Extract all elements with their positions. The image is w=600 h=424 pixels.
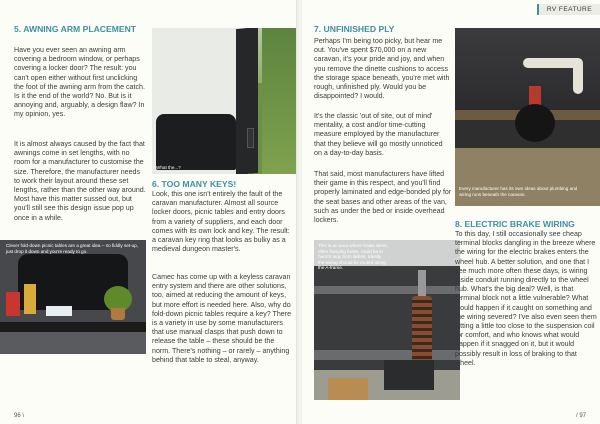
section-6-para-1: Look, this one isn't entirely the fault of the caravan manufacturer. Almost all source locker doors, picnic tables and entry doors from a variety of suppliers, and each door comes with its own lock and key. The result: a caravan key ring that looks as bulky as a medieval dungeon master's. <box>152 190 290 254</box>
section-5-para-2: It is almost always caused by the fact that awnings come in set lengths, with no room for a manufacturer to customise the size. Therefore, the manufacturer needs to work their layout around these set lengths, rather than the other way around. Most have this matter sussed out, but you'll still see this design issue pop up once in a while. <box>14 140 146 222</box>
section-7-para-2: It's the classic 'out of site, out of mind' mentality, a cost and/or time-cutting measure employed by the manufacturer that they believe will go mostly unnoticed on a day-to-day basis. <box>314 112 443 157</box>
picnic-table-caption: Clever fold-down picnic tables are a great idea – no fiddly set-up, just drop it down and you're ready to go. <box>6 243 139 254</box>
left-page <box>0 0 298 424</box>
caravan-door-photo <box>152 28 298 174</box>
section-6-para-2: Camec has come up with a keyless caravan entry system and there are other solutions, too, aimed at reducing the amount of keys, but more effort is needed here. Also, why do fold-down picnic tables require a key? There is a variety in use by some manufacturers that use manual clasps that push down to release the table – these should be the norm. There's nothing – or rarely – anything behind that table to steal, anyway. <box>152 273 292 364</box>
section-7-heading: 7. UNFINISHED PLY <box>314 24 395 34</box>
page-number-left: 96 \ <box>14 413 25 419</box>
section-7-para-3: That said, most manufacturers have lifted their game in this respect, and you'll find properly laminated and edge-bonded ply for the seat bases and other areas of the van, such as under the bed or inside overhead lockers. <box>314 170 452 225</box>
section-6-heading: 6. TOO MANY KEYS! <box>152 179 237 189</box>
right-page <box>302 0 600 424</box>
underbody-caption: This is an area where brake wires, often hanging loose, could be in harm's way from debris. Ideally the wiring should be routed along the A-frame. <box>318 243 388 271</box>
rv-feature-tag: RV FEATURE <box>537 4 600 15</box>
section-5-heading: 5. AWNING ARM PLACEMENT <box>14 24 137 34</box>
section-5-para-1: Have you ever seen an awning arm covering a bedroom window, or perhaps covering a locker door? The result: you can't open either without first unclicking the foot of the awning arm from the catch. Is it the end of the world? No. But is it annoying and, arguably, a design flaw? In my opinion, yes. <box>14 46 145 119</box>
plumbing-caption: Every manufacturer has its own ideas about plumbing and wiring runs beneath the caravan. <box>459 186 578 197</box>
page-number-right: / 97 <box>575 413 586 419</box>
plumbing-photo <box>455 28 600 206</box>
door-photo-caption: What the...? <box>156 165 181 170</box>
section-8-heading: 8. ELECTRIC BRAKE WIRING <box>455 219 575 229</box>
picnic-table-photo <box>0 240 146 354</box>
section-8-para-1: To this day, I still occasionally see cheap terminal blocks dangling in the breeze where the wiring for the electric brakes enters the wheel hub. A better solution, and one that I see much more often these days, is wiring inside conduit running directly to the wheel hub. What's the big deal? Well, is that terminal block not a little vulnerable? What would happen if it caught on something and the wiring severed? I've also even seen them sitting a little too close to the suspension coil for comfort, and who knows what would happen if it snagged on it, but it would possibly result in loss of braking to that wheel. <box>455 230 597 367</box>
underbody-photo <box>314 240 460 400</box>
section-7-para-1: Perhaps I'm being too picky, but hear me out. You've spent $70,000 on a new caravan, it's your pride and joy, and when you remove the dinette cushions to access the storage space beneath, you're met with rough, unfinished ply. Would you be disappointed? I would. <box>314 37 450 101</box>
